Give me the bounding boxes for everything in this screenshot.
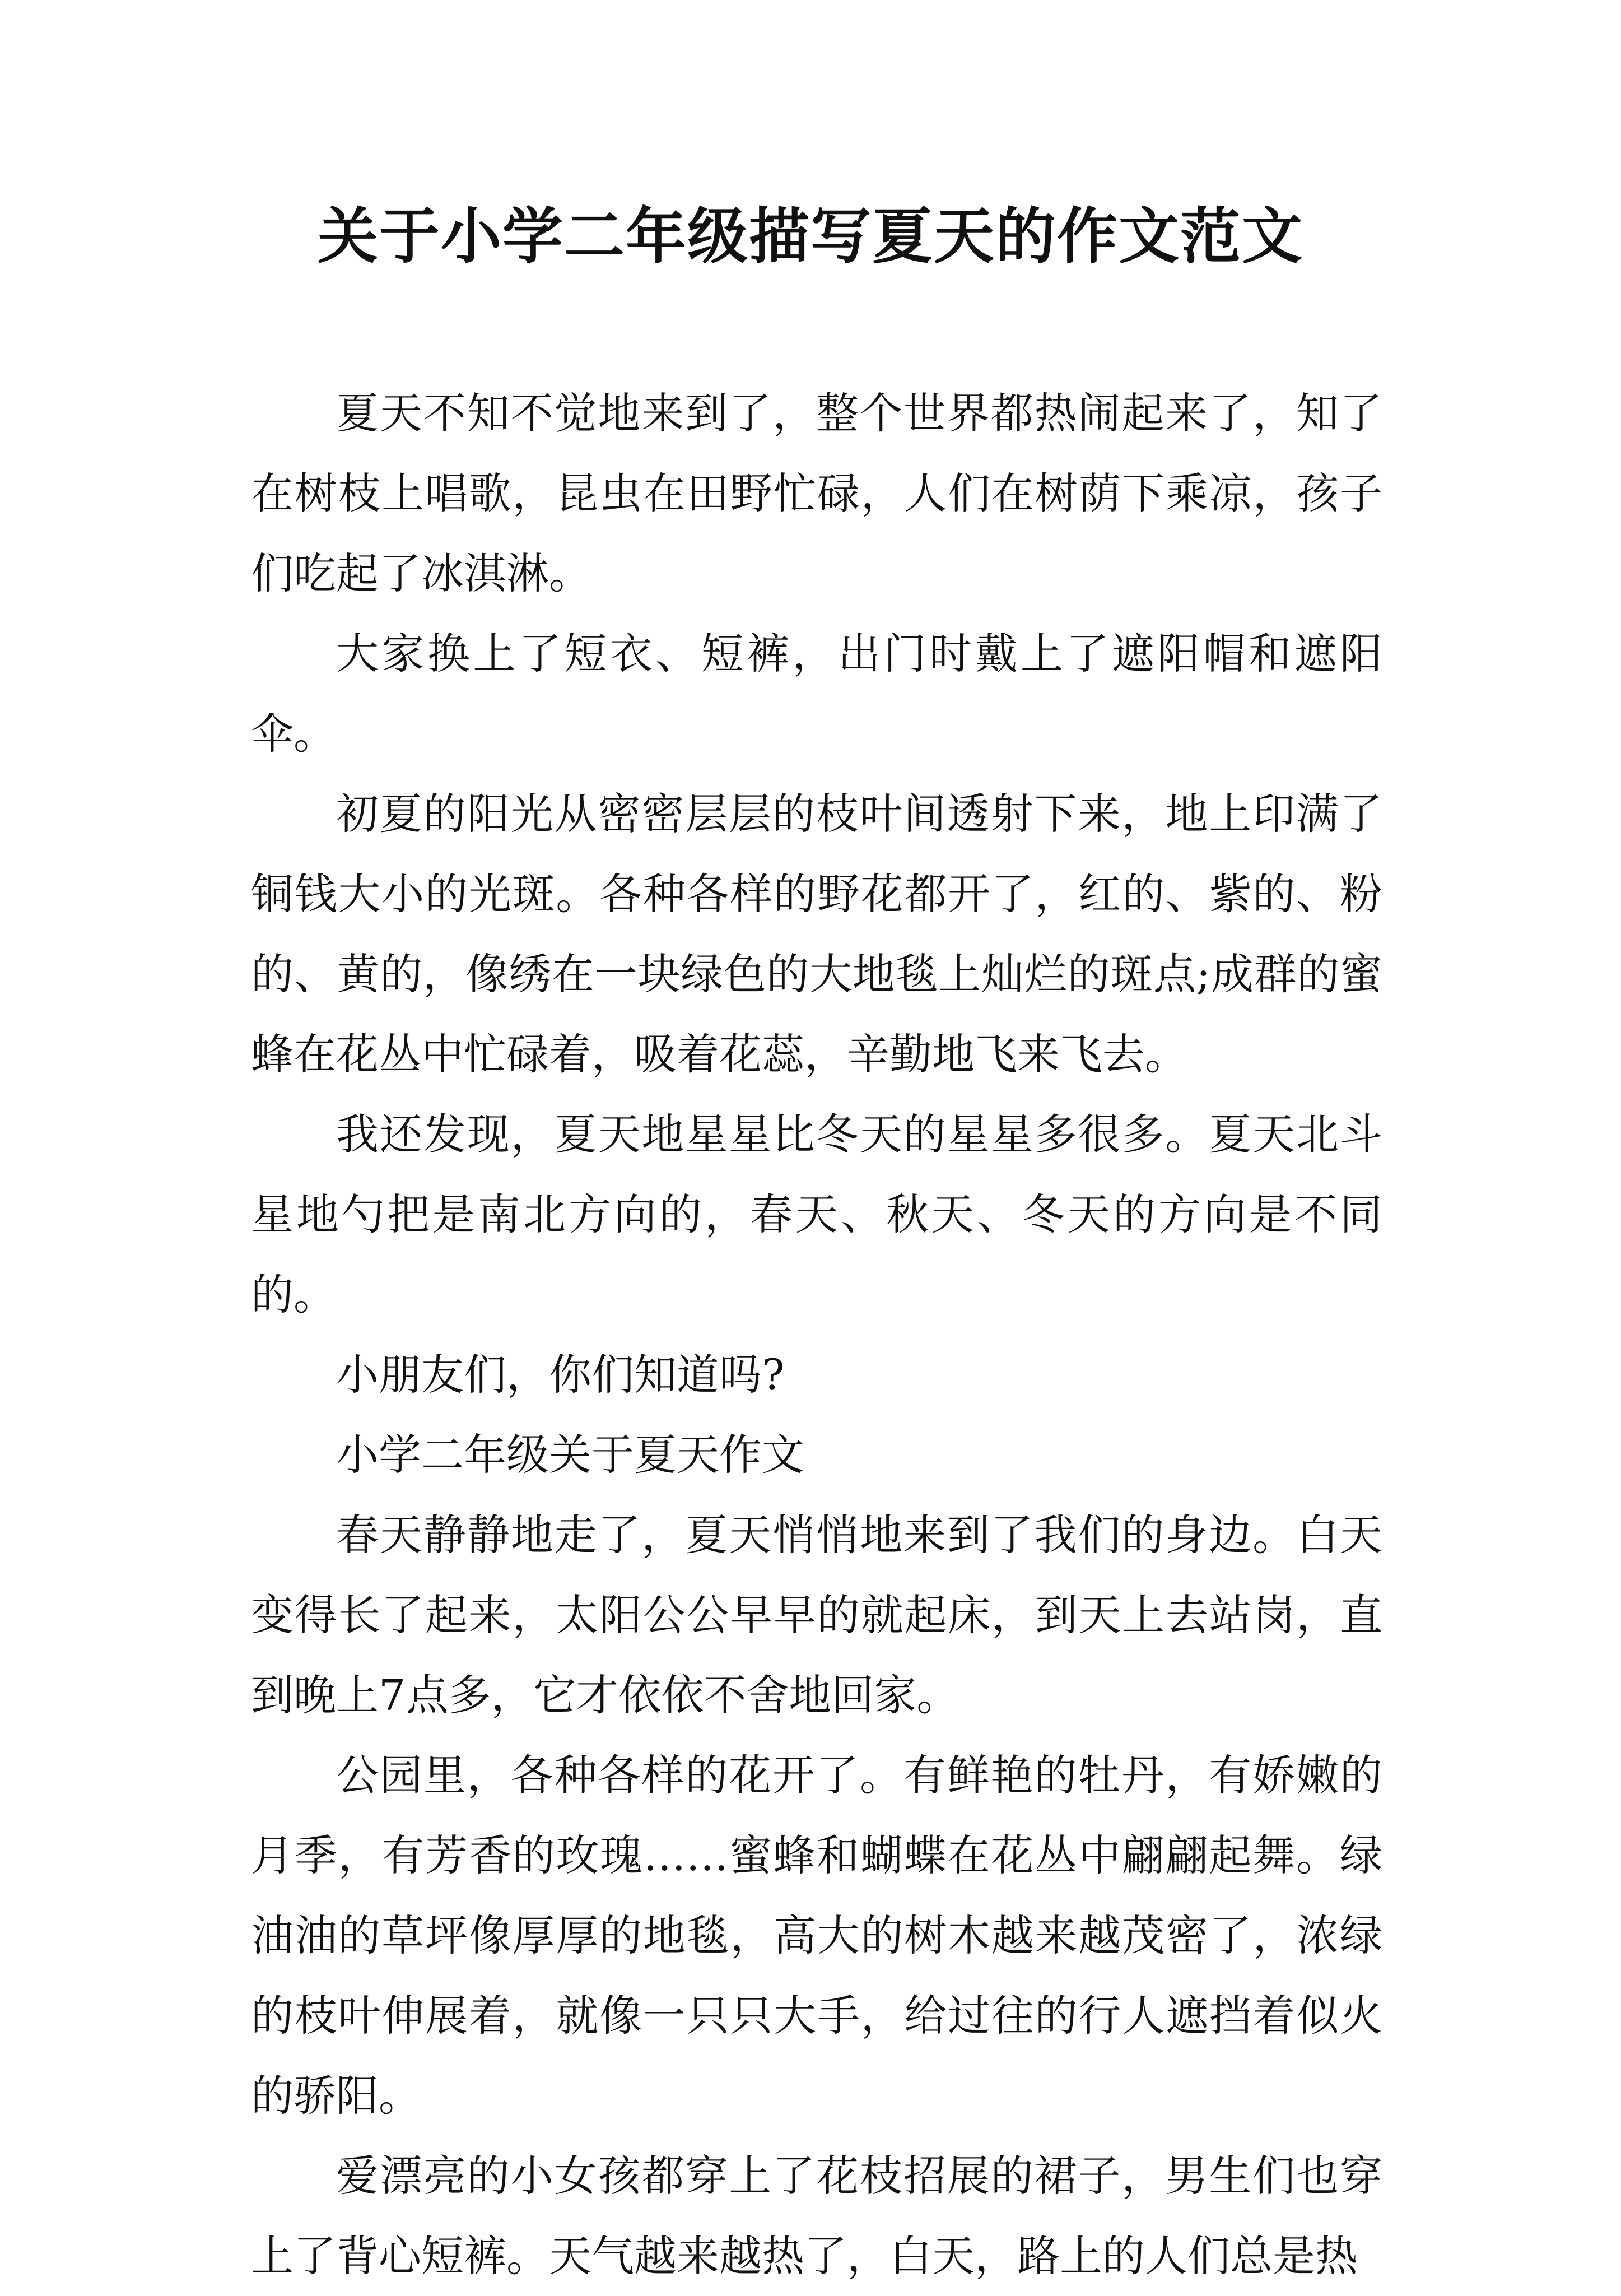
paragraph: 爱漂亮的小女孩都穿上了花枝招展的裙子，男生们也穿上了背心短裤。天气越来越热了，白天，路上的人们总是热: [251, 2151, 1382, 2281]
paragraph: 我还发现，夏天地星星比冬天的星星多很多。夏天北斗星地勺把是南北方向的，春天、秋天、冬天的方向是不同的。: [251, 1109, 1382, 1319]
paragraph: 春天静静地走了，夏天悄悄地来到了我们的身边。白天变得长了起来，太阳公公早早的就起床，到天上去站岗，直到晚上7点多，它才依依不舍地回家。: [251, 1510, 1382, 1720]
paragraph: 初夏的阳光从密密层层的枝叶间透射下来，地上印满了铜钱大小的光斑。各种各样的野花都开了，红的、紫的、粉的、黄的，像绣在一块绿色的大地毯上灿烂的斑点;成群的蜜蜂在花丛中忙碌着，吸着花蕊，辛勤地飞来飞去。: [251, 789, 1382, 1079]
document-title: 关于小学二年级描写夏天的作文范文: [317, 201, 1303, 272]
paragraph: 大家换上了短衣、短裤，出门时戴上了遮阳帽和遮阳伞。: [251, 629, 1382, 759]
section-heading: 小学二年级关于夏天作文: [336, 1430, 804, 1480]
paragraph: 公园里，各种各样的花开了。有鲜艳的牡丹，有娇嫩的月季，有芳香的玫瑰……蜜蜂和蝴蝶在花丛中翩翩起舞。绿油油的草坪像厚厚的地毯，高大的树木越来越茂密了，浓绿的枝叶伸展着，就像一只只大手，给过往的行人遮挡着似火的骄阳。: [251, 1750, 1382, 2121]
paragraph: 夏天不知不觉地来到了，整个世界都热闹起来了，知了在树枝上唱歌，昆虫在田野忙碌，人们在树荫下乘凉，孩子们吃起了冰淇淋。: [251, 388, 1382, 598]
document-body: [251, 373, 1382, 2296]
paragraph: 小朋友们，你们知道吗?: [336, 1350, 785, 1400]
